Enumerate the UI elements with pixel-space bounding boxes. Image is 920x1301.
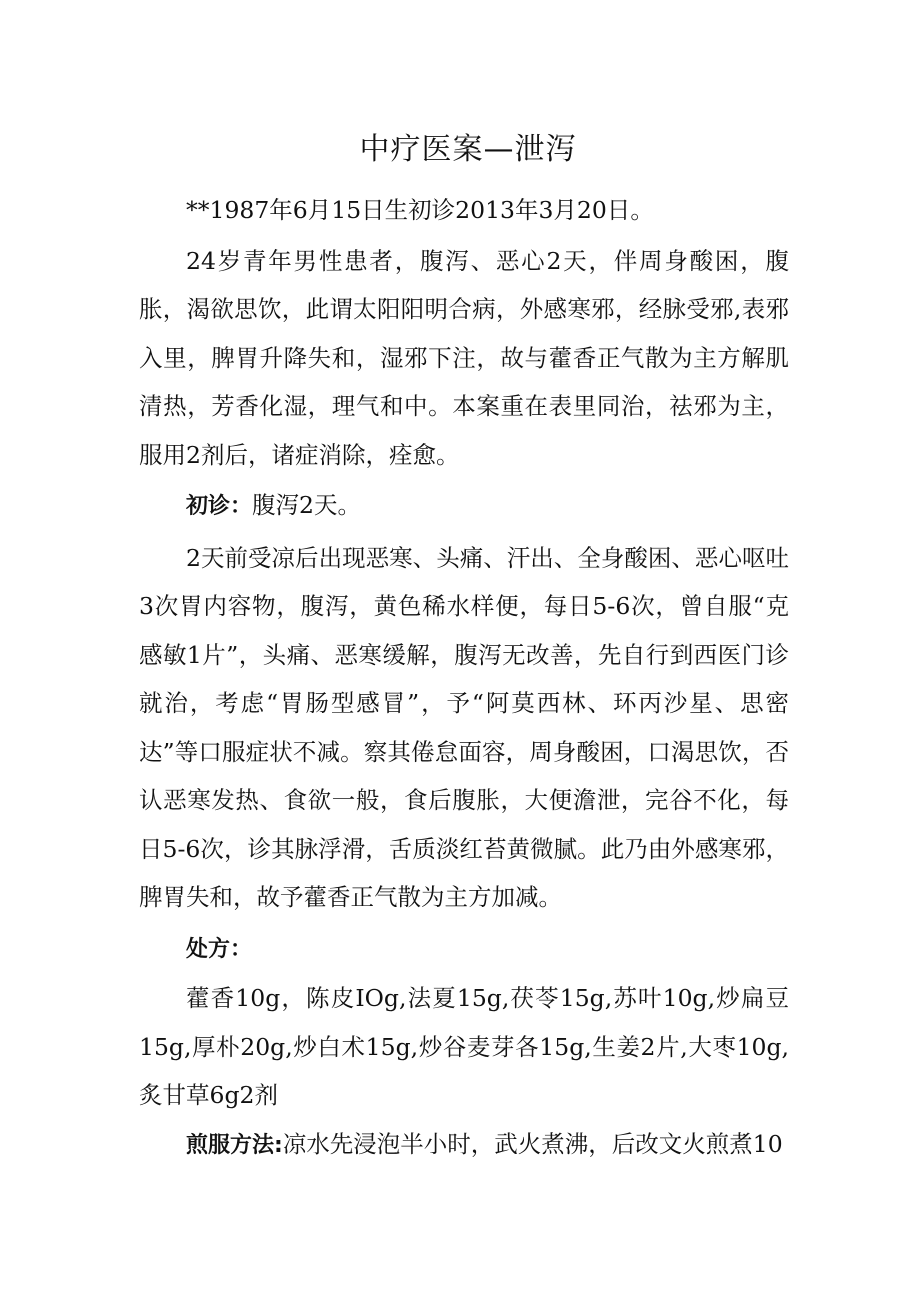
first-visit-paragraph xyxy=(139,481,789,532)
decoction-paragraph xyxy=(139,1120,789,1171)
document-title: 中疗医案—泄泻 xyxy=(359,132,577,167)
decoction-text: 凉水先浸泡半小时，武火煮沸，后改文火煎煮10 xyxy=(282,1129,783,1158)
first-visit-label: 初诊： xyxy=(186,494,253,519)
prescription-paragraph: 藿香10g，陈皮IOg,法夏15g,茯苓15g,苏叶10g,炒扁豆15g,厚朴20g,炒白术15g,炒谷麦芽各15g,生姜2片,大枣10g,炙甘草6g2剂 xyxy=(139,984,789,1109)
document-body xyxy=(139,128,789,1170)
decoction-label: 煎服方法: xyxy=(186,1132,283,1158)
history-paragraph: 2天前受凉后出现恶寒、头痛、汗出、全身酸困、恶心呕吐3次胃内容物，腹泻，黄色稀水样便，每日5-6次，曾自服“克感敏1片”，头痛、恶寒缓解，腹泻无改善，先自行到西医门诊就治，考虑“胃肠型感冒”，予“阿莫西林、环丙沙星、思密达”等口服症状不减。察其倦怠面容，周身酸困，口渴思饮，否认恶寒发热、食欲一般，食后腹胀，大便澹泄，完谷不化，每日5-6次，诊其脉浮滑，舌质淡红苔黄微腻。此乃由外感寒邪，脾胃失和，故予藿香正气散为主方加减。 xyxy=(139,543,789,911)
case-summary-paragraph: 24岁青年男性患者，腹泻、恶心2天，伴周身酸困，腹胀，渴欲思饮，此谓太阳阳明合病，外感寒邪，经脉受邪,表邪入里，脾胃升降失和，湿邪下注，故与藿香正气散为主方解肌清热，芳香化湿，理气和中。本案重在表里同治，祛邪为主，服用2剂后，诸症消除，痊愈。 xyxy=(139,246,789,469)
prescription-label-paragraph xyxy=(139,924,789,975)
patient-intro: **1987年6月15日生初诊2013年3月20日。 xyxy=(186,196,654,224)
prescription-label: 处方： xyxy=(186,936,253,962)
first-visit-text: 腹泻2天。 xyxy=(252,491,361,519)
